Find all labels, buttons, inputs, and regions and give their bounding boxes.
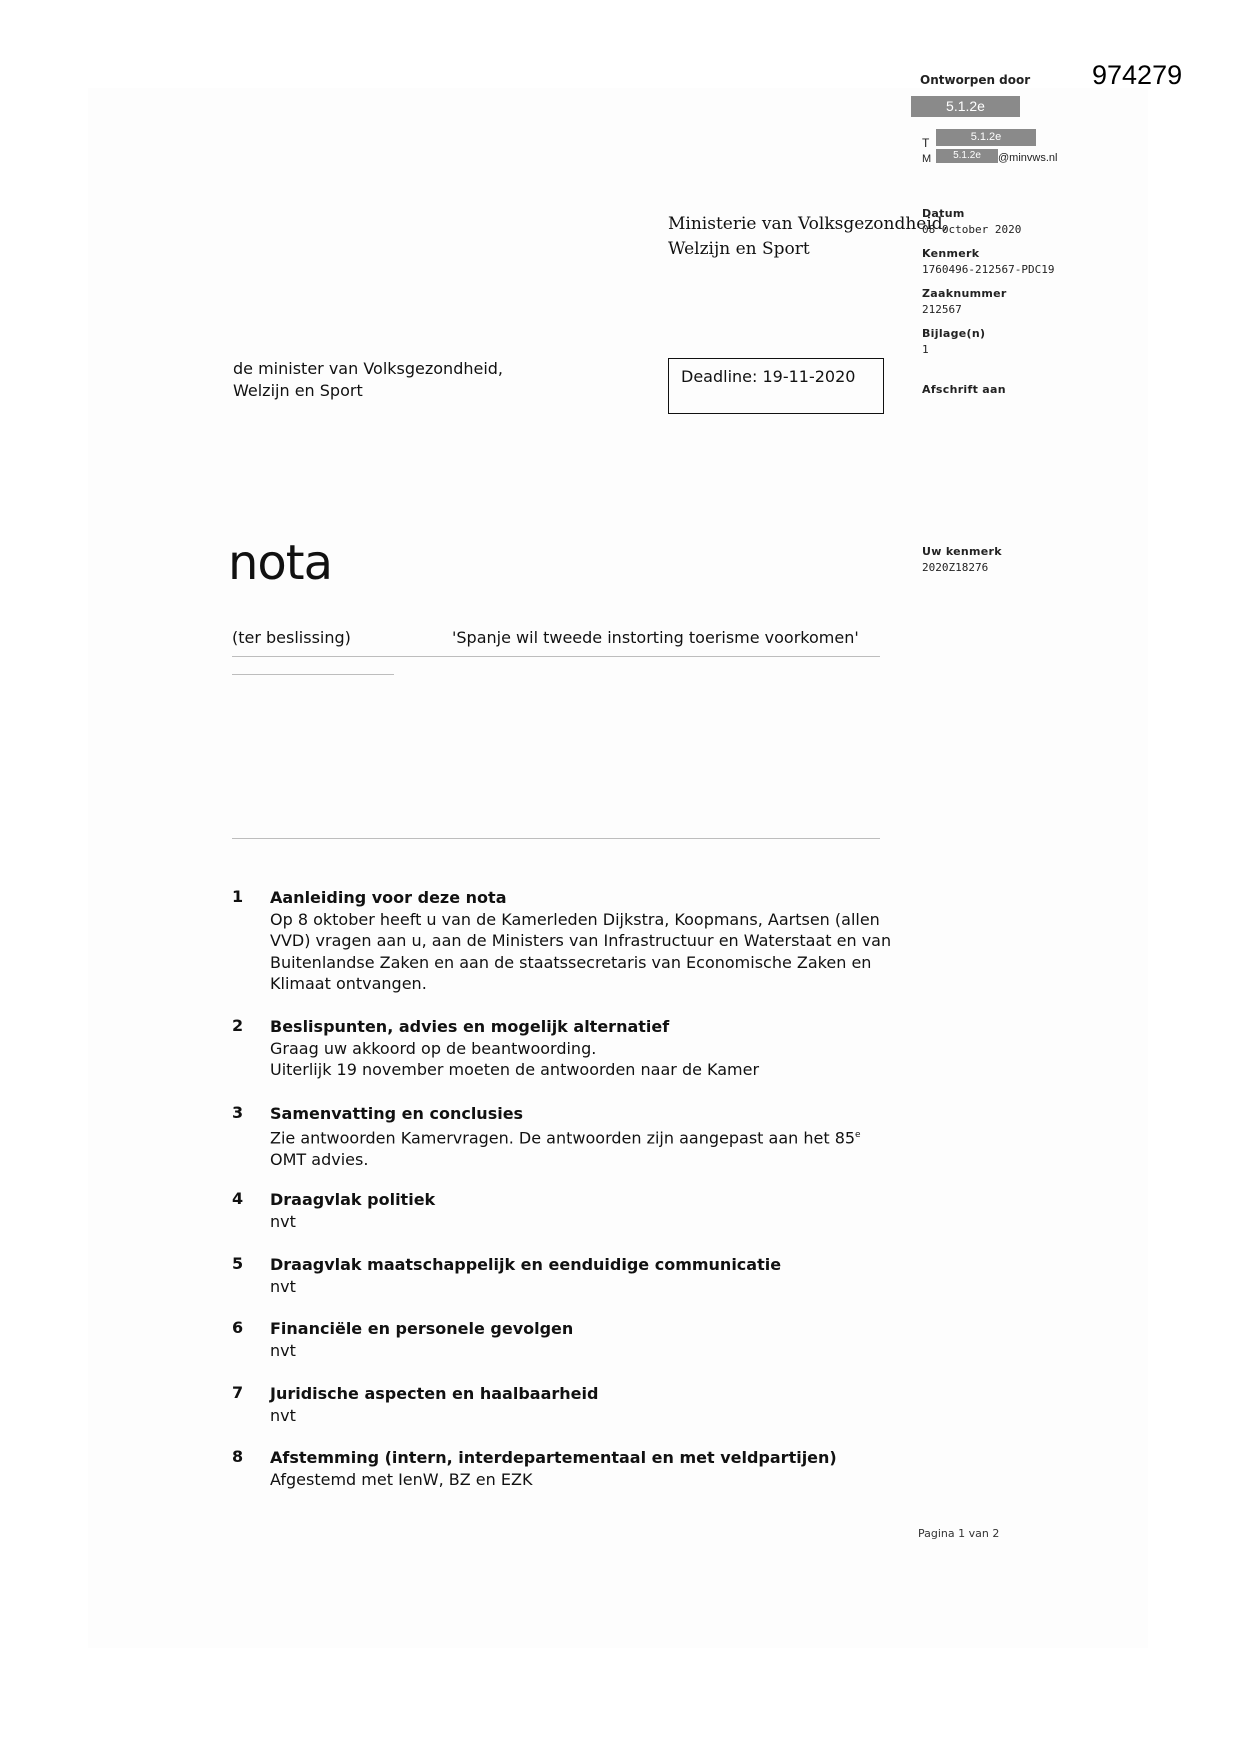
section-6 xyxy=(232,1318,932,1361)
section-1 xyxy=(232,887,932,995)
meta-uw-kenmerk: Uw kenmerk 2020Z18276 xyxy=(922,545,1002,574)
section-line: OMT advies. xyxy=(270,1149,369,1169)
section-heading: Afstemming (intern, interdepartementaal en met veldpartijen) xyxy=(270,1448,837,1467)
section-7 xyxy=(232,1383,932,1426)
redaction-box-phone: 5.1.2e xyxy=(936,129,1036,146)
section-number: 2 xyxy=(232,1016,244,1035)
section-heading: Samenvatting en conclusies xyxy=(270,1104,524,1123)
section-3 xyxy=(232,1103,932,1170)
section-2 xyxy=(232,1016,932,1081)
ministry-name: Ministerie van Volksgezondheid, Welzijn en Sport xyxy=(668,214,949,259)
redaction-box-email: 5.1.2e xyxy=(936,149,998,163)
short-rule xyxy=(232,674,394,675)
section-number: 8 xyxy=(232,1447,244,1466)
email-suffix: @minvws.nl xyxy=(998,152,1058,164)
deadline-text: Deadline: 19-11-2020 xyxy=(681,367,856,386)
section-number: 6 xyxy=(232,1318,244,1337)
section-5 xyxy=(232,1254,932,1297)
section-number: 4 xyxy=(232,1189,244,1208)
section-line: nvt xyxy=(270,1211,296,1231)
meta-zaaknummer: Zaaknummer 212567 xyxy=(922,287,1007,316)
subject-type: (ter beslissing) xyxy=(232,628,351,647)
section-heading: Draagvlak maatschappelijk en eenduidige communicatie xyxy=(270,1255,782,1274)
mobile-label: M xyxy=(922,153,932,165)
section-number: 1 xyxy=(232,887,244,906)
document-number: 974279 xyxy=(1092,60,1183,90)
section-line: Zie antwoorden Kamervragen. De antwoorden zijn aangepast aan het 85e xyxy=(270,1127,861,1147)
section-line: Klimaat ontvangen. xyxy=(270,974,427,994)
meta-afschrift: Afschrift aan xyxy=(922,383,1006,396)
section-line: Uiterlijk 19 november moeten de antwoorden naar de Kamer xyxy=(270,1060,760,1080)
section-4 xyxy=(232,1189,932,1232)
subject-text: 'Spanje wil tweede instorting toerisme voorkomen' xyxy=(452,628,859,647)
section-heading: Juridische aspecten en haalbaarheid xyxy=(270,1384,599,1403)
section-line: Buitenlandse Zaken en aan de staatssecretaris van Economische Zaken en xyxy=(270,952,872,972)
meta-kenmerk: Kenmerk 1760496-212567-PDC19 xyxy=(922,247,1055,276)
section-number: 7 xyxy=(232,1383,244,1402)
superscript: e xyxy=(855,1129,861,1140)
section-line: Graag uw akkoord op de beantwoording. xyxy=(270,1038,597,1058)
redaction-box-author: 5.1.2e xyxy=(911,96,1020,117)
cut-off-label: Ontworpen door xyxy=(920,73,1031,87)
meta-datum: Datum 08 October 2020 xyxy=(922,207,1022,236)
addressee: de minister van Volksgezondheid, Welzijn en Sport xyxy=(233,359,504,400)
page-number: Pagina 1 van 2 xyxy=(918,1527,1000,1540)
section-line: Afgestemd met IenW, BZ en EZK xyxy=(270,1469,533,1489)
section-number: 5 xyxy=(232,1254,244,1273)
document-title: nota xyxy=(228,535,333,591)
section-line: nvt xyxy=(270,1405,296,1425)
subject-rule xyxy=(232,656,880,657)
deadline-box xyxy=(668,358,884,414)
meta-bijlage: Bijlage(n) 1 xyxy=(922,327,986,356)
section-heading: Draagvlak politiek xyxy=(270,1190,436,1209)
section-heading: Beslispunten, advies en mogelijk alternatief xyxy=(270,1017,670,1036)
section-line: nvt xyxy=(270,1340,296,1360)
section-heading: Aanleiding voor deze nota xyxy=(270,888,507,907)
section-number: 3 xyxy=(232,1103,244,1122)
section-line: Op 8 oktober heeft u van de Kamerleden Dijkstra, Koopmans, Aartsen (allen xyxy=(270,909,880,929)
section-divider xyxy=(232,838,880,839)
section-line: VVD) vragen aan u, aan de Ministers van Infrastructuur en Waterstaat en van xyxy=(270,931,892,951)
section-heading: Financiële en personele gevolgen xyxy=(270,1319,574,1338)
phone-label: T xyxy=(922,136,930,150)
section-8 xyxy=(232,1447,932,1490)
section-line: nvt xyxy=(270,1276,296,1296)
